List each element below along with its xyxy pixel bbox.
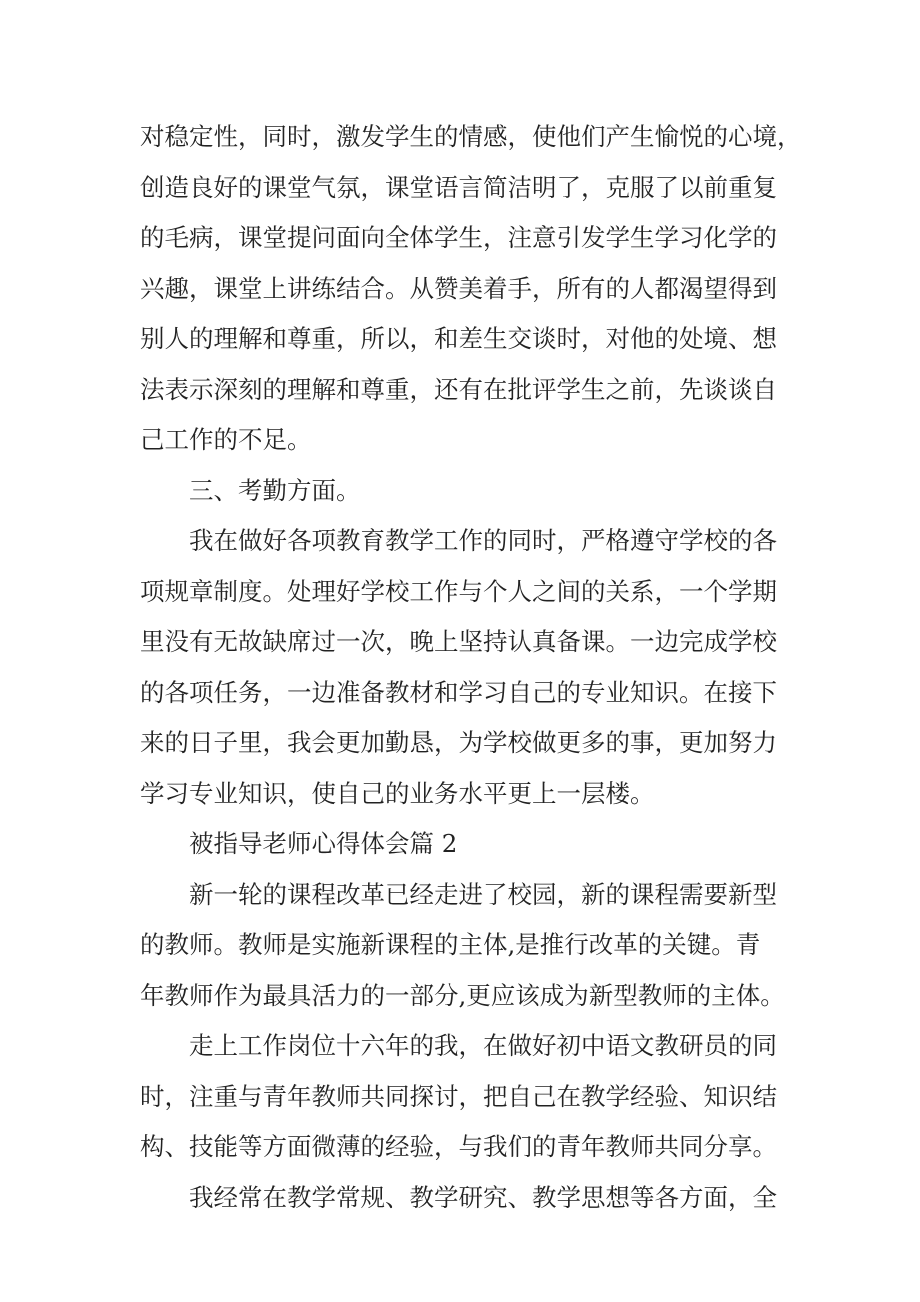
- paragraph-continuation: [140, 112, 800, 466]
- text-line: 对稳定性，同时，激发学生的情感，使他们产生愉悦的心境，: [140, 122, 802, 151]
- text-line: 己工作的不足。: [140, 425, 312, 454]
- paragraph-sixteen-years: [140, 1021, 800, 1173]
- text-line: 兴趣，课堂上讲练结合。从赞美着手，所有的人都渴望得到: [140, 273, 777, 303]
- text-line: 我经常在教学常规、教学研究、教学思想等各方面，全: [189, 1182, 777, 1212]
- text-line: 来的日子里，我会更加勤恳，为学校做更多的事，更加努力: [140, 728, 777, 757]
- paragraph-reform: [140, 870, 800, 1022]
- paragraph-heading-attendance: [140, 466, 800, 517]
- text-line: 的毛病，课堂提问面向全体学生，注意引发学生学习化学的: [140, 223, 777, 252]
- text-line: 构、技能等方面微薄的经验，与我们的青年教师共同分享。: [140, 1132, 777, 1161]
- paragraph-often: [140, 1173, 800, 1224]
- document-page: [140, 112, 800, 1223]
- text-line: 新一轮的课程改革已经走进了校园，新的课程需要新型: [189, 879, 777, 909]
- text-line: 我在做好各项教育教学工作的同时，严格遵守学校的各: [189, 526, 777, 555]
- text-line: 创造良好的课堂气氛，课堂语言简洁明了，克服了以前重复: [140, 172, 777, 202]
- text-line: 项规章制度。处理好学校工作与个人之间的关系，一个学期: [140, 576, 777, 606]
- text-line: 里没有无故缺席过一次，晚上坚持认真备课。一边完成学校: [140, 627, 777, 656]
- paragraph-attendance: [140, 516, 800, 819]
- text-line: 走上工作岗位十六年的我，在做好初中语文教研员的同: [189, 1031, 777, 1060]
- paragraph-title-2: [140, 819, 800, 870]
- text-line: 三、考勤方面。: [189, 475, 361, 505]
- text-line: 年教师作为最具活力的一部分,更应该成为新型教师的主体。: [140, 980, 785, 1010]
- text-line: 学习专业知识，使自己的业务水平更上一层楼。: [140, 778, 655, 808]
- text-line: 别人的理解和尊重，所以，和差生交谈时，对他的处境、想: [140, 324, 777, 353]
- text-line: 法表示深刻的理解和尊重，还有在批评学生之前，先谈谈自: [140, 374, 777, 404]
- text-line: 时，注重与青年教师共同探讨，把自己在教学经验、知识结: [140, 1081, 777, 1111]
- text-line: 的各项任务，一边准备教材和学习自己的专业知识。在接下: [140, 677, 777, 707]
- text-line: 被指导老师心得体会篇 2: [189, 829, 458, 858]
- text-line: 的教师。教师是实施新课程的主体,是推行改革的关键。青: [140, 930, 761, 959]
